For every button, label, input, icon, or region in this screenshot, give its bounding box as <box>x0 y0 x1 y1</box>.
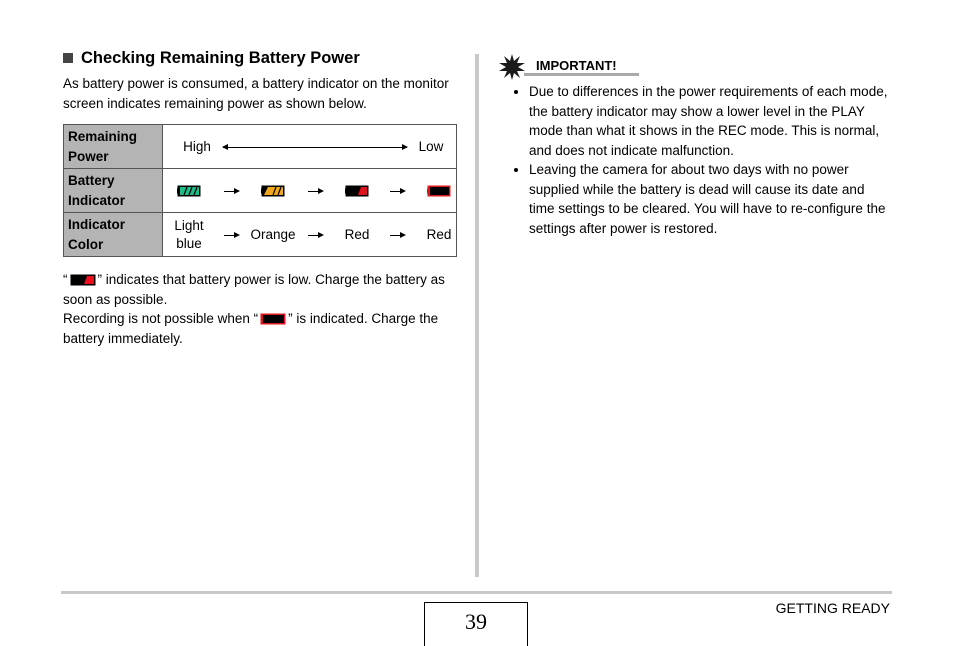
left-column <box>63 48 457 346</box>
row-header-battery-indicator: Battery Indicator <box>64 169 163 213</box>
arrow-right-icon <box>390 235 404 236</box>
footer-rule <box>61 591 892 594</box>
arrow-right-icon <box>308 191 322 192</box>
label-high: High <box>183 138 211 154</box>
battery-table <box>63 124 457 257</box>
battery-low-red-icon <box>70 274 96 286</box>
double-arrow-icon <box>223 147 407 148</box>
color-light-blue: Light blue <box>174 217 204 251</box>
right-column <box>499 54 889 238</box>
note-low-battery: “ ” indicates that battery power is low. Charge the battery as soon as possible. <box>63 272 445 307</box>
starburst-icon <box>499 54 525 80</box>
column-divider <box>475 54 479 577</box>
row-header-remaining-power: Remaining Power <box>64 125 163 169</box>
table-row-indicator-color <box>64 213 457 257</box>
arrow-right-icon <box>308 235 322 236</box>
battery-partial-orange-icon <box>261 185 285 197</box>
section-title <box>63 48 457 68</box>
battery-low-red-icon <box>345 185 369 197</box>
arrow-right-icon <box>224 235 238 236</box>
chapter-title: GETTING READY <box>775 600 890 616</box>
note-recording-disabled: Recording is not possible when “ ” is indicated. Charge the battery immediately. <box>63 311 439 346</box>
square-bullet-icon <box>63 53 73 63</box>
arrow-right-icon <box>390 191 404 192</box>
battery-full-light-blue-icon <box>177 185 201 197</box>
color-red: Red <box>344 226 370 242</box>
label-low: Low <box>418 138 444 154</box>
indicator-color-cell <box>163 213 457 257</box>
arrow-right-icon <box>224 191 238 192</box>
color-red-2: Red <box>426 226 452 242</box>
important-header <box>499 54 889 78</box>
color-orange: Orange <box>250 226 296 242</box>
notes <box>63 270 457 348</box>
battery-indicator-cell <box>163 169 457 213</box>
list-item: • Due to differences in the power requirements of each mode, the battery indicator may show a lower level in the PLAY mode than what it shows in the REC mode. This is normal, and does not indicate malfunction. <box>529 82 889 160</box>
remaining-power-cell <box>163 125 457 169</box>
page-number: 39 <box>424 602 528 646</box>
intro-text: As battery power is consumed, a battery indicator on the monitor screen indicates remaining power as shown below. <box>63 76 449 111</box>
row-header-indicator-color: Indicator Color <box>64 213 163 257</box>
battery-empty-red-icon <box>260 313 286 325</box>
list-item: • Leaving the camera for about two days with no power supplied while the battery is dead will cause its date and time settings to be cleared. You will have to re-configure the settings after power is restored. <box>529 160 889 238</box>
table-row-remaining-power <box>64 125 457 169</box>
important-label: IMPORTANT! <box>536 58 617 73</box>
section-title-text: Checking Remaining Battery Power <box>81 49 360 67</box>
important-list <box>499 82 889 238</box>
table-row-battery-indicator <box>64 169 457 213</box>
battery-empty-red-icon <box>427 185 451 197</box>
important-underline <box>524 73 639 76</box>
